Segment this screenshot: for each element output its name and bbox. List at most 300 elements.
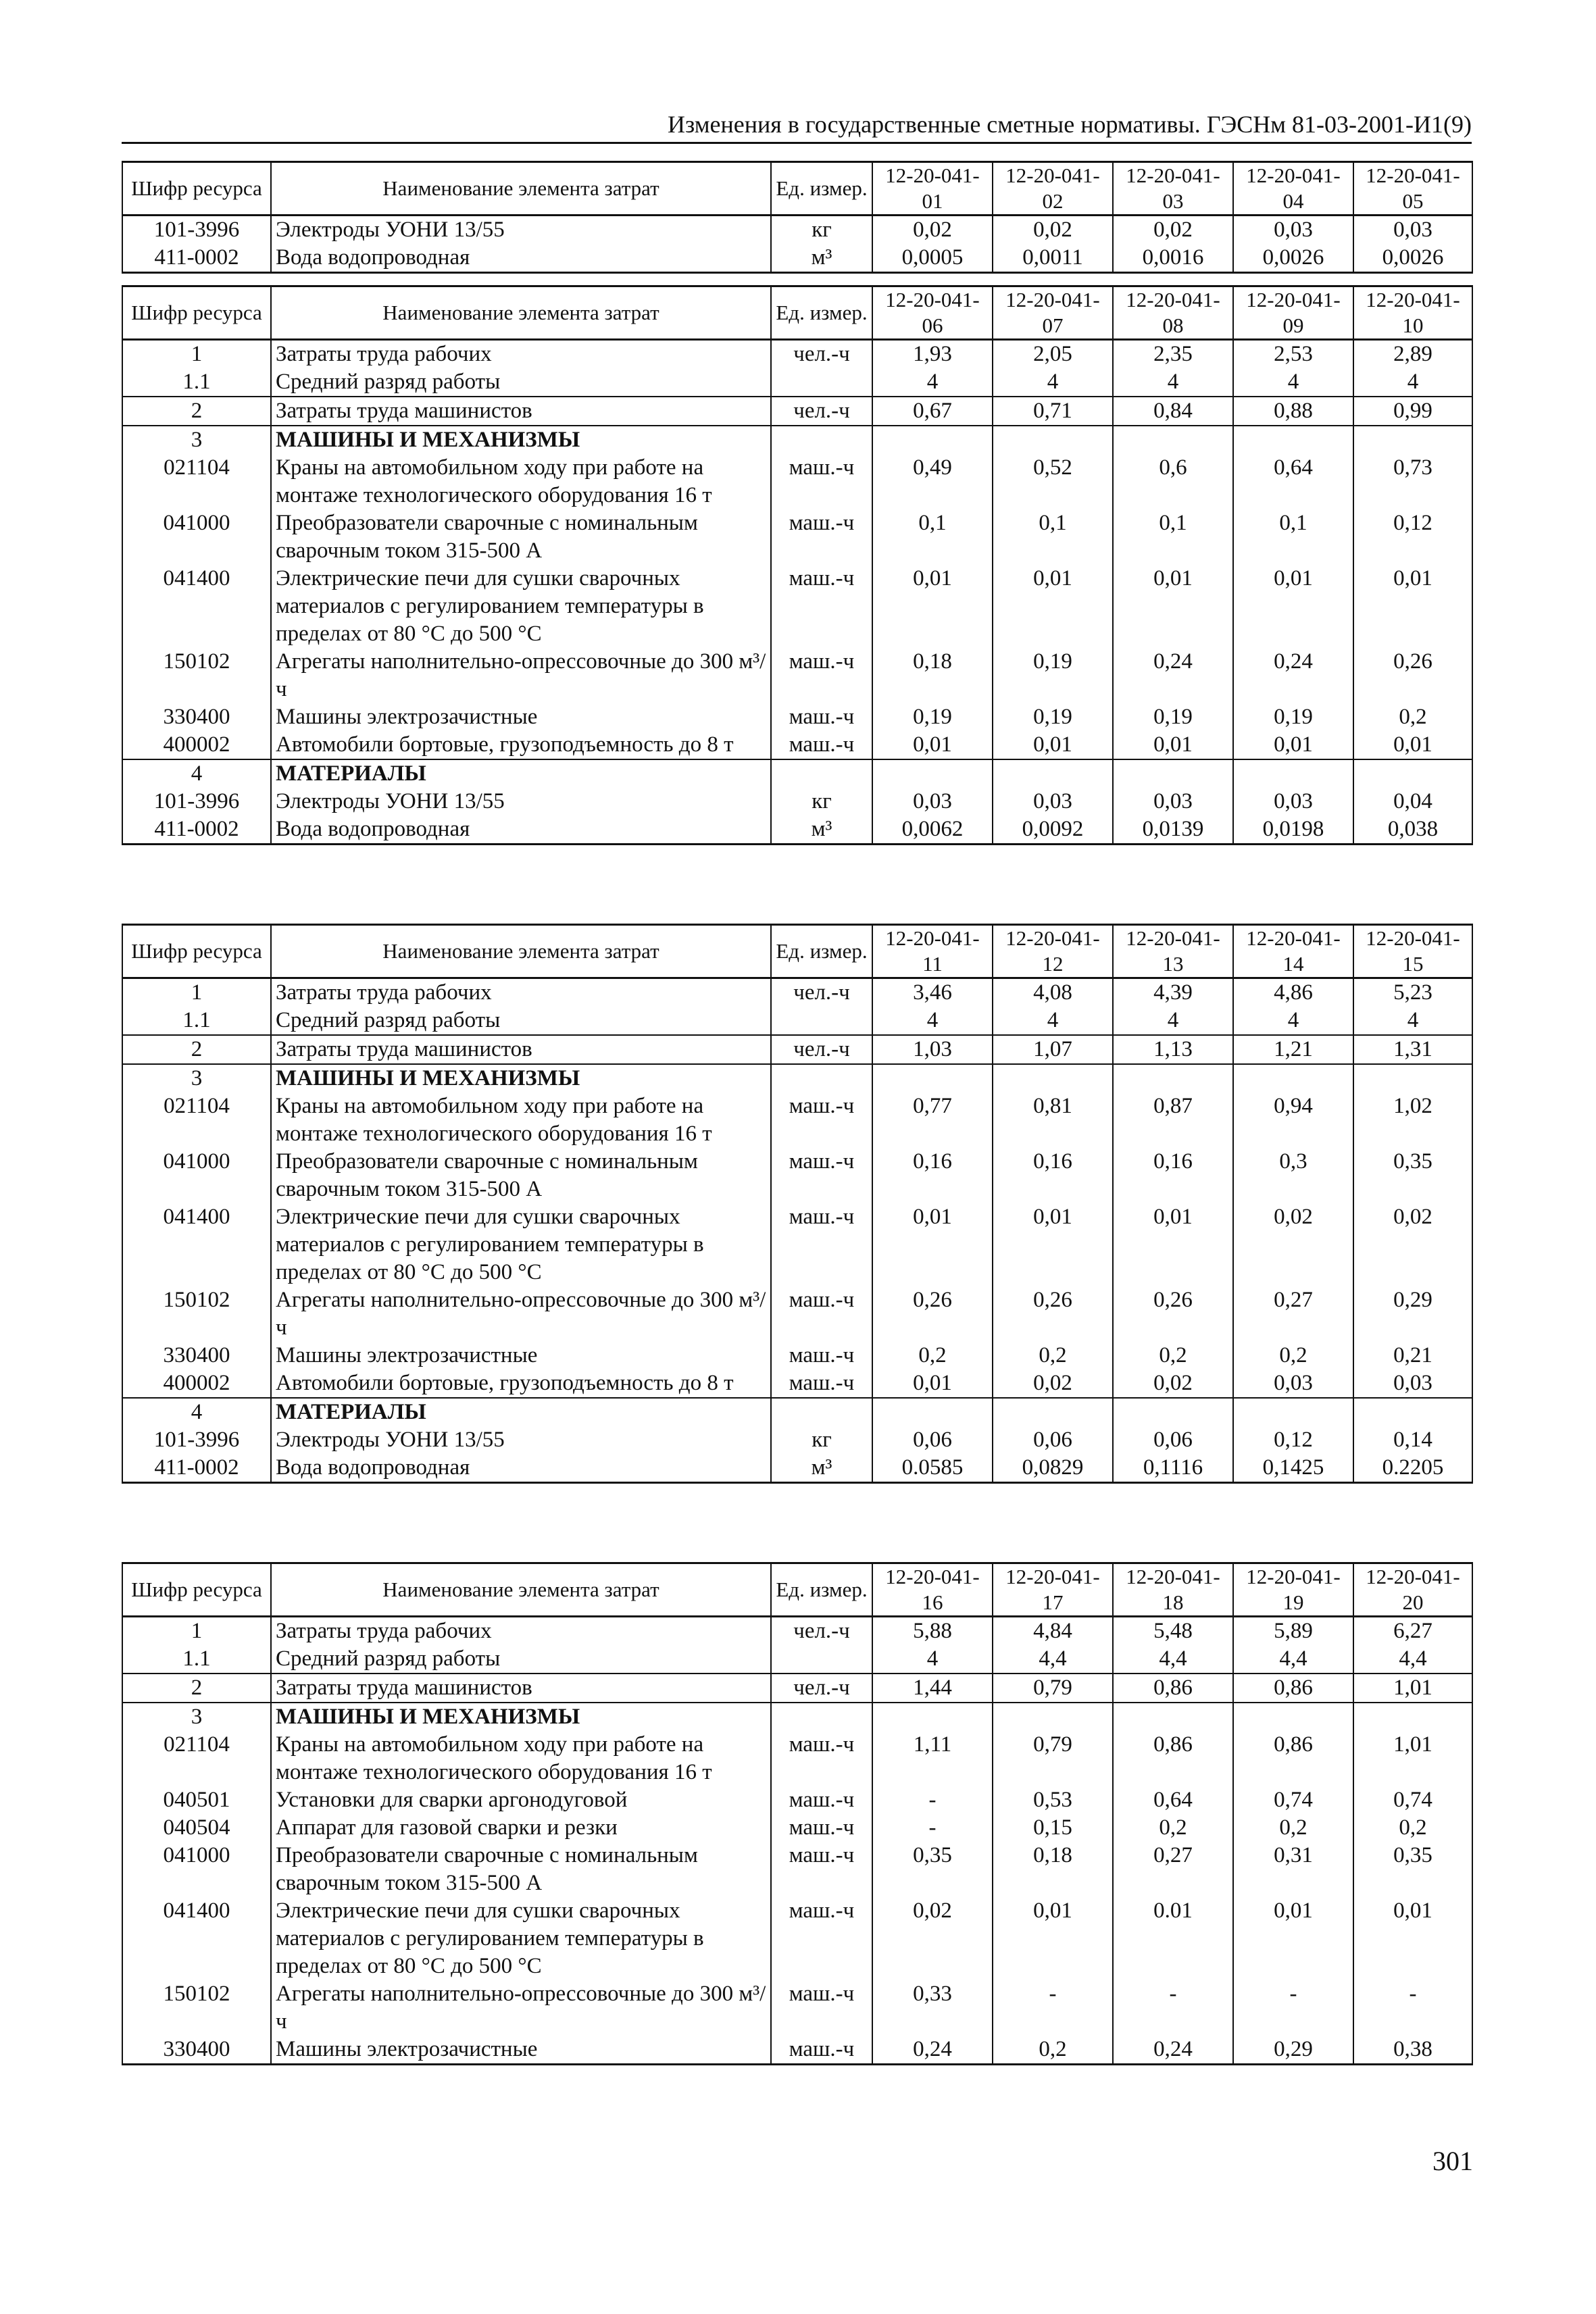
row-value: 0,02	[993, 1369, 1113, 1398]
row-value: 0,01	[1353, 731, 1472, 759]
row-code: 2	[122, 1674, 271, 1703]
row-value: 0,03	[993, 788, 1113, 815]
row-unit: маш.-ч	[771, 454, 872, 509]
row-name: Машины электрозачистные	[271, 2036, 771, 2065]
header-unit: Ед. измер.	[771, 286, 872, 340]
row-name: Вода водопроводная	[271, 815, 771, 845]
row-value	[872, 1064, 993, 1092]
row-value: 2,05	[993, 340, 1113, 369]
row-value: 0,67	[872, 397, 993, 426]
table-row	[122, 426, 1472, 454]
row-value: 0,86	[1233, 1731, 1353, 1786]
row-value: 0,16	[1113, 1148, 1233, 1203]
row-name: Краны на автомобильном ходу при работе на монтаже технологического оборудования 16 т	[271, 454, 771, 509]
row-value: 0,1	[993, 509, 1113, 565]
row-value: 1,11	[872, 1731, 993, 1786]
row-value: 0,94	[1233, 1092, 1353, 1148]
row-value: 6,27	[1353, 1617, 1472, 1646]
row-value: 0,0026	[1353, 244, 1472, 273]
norm-table	[122, 924, 1473, 1484]
row-value: 4,4	[993, 1645, 1113, 1674]
row-code: 101-3996	[122, 788, 271, 815]
row-value: 0,01	[872, 731, 993, 759]
row-value: 0,0005	[872, 244, 993, 273]
header-norm-code: 12-20-041-18	[1113, 1563, 1233, 1617]
row-unit: маш.-ч	[771, 2036, 872, 2065]
row-value: 0,26	[993, 1286, 1113, 1342]
row-value: 0,01	[1233, 1897, 1353, 1980]
row-value: 0,0829	[993, 1454, 1113, 1483]
row-name: Электрические печи для сушки сварочных материалов с регулированием температуры в пределах от 80 °С до 500 °С	[271, 1897, 771, 1980]
row-value	[1113, 1064, 1233, 1092]
row-value: 1,02	[1353, 1092, 1472, 1148]
row-name: МАТЕРИАЛЫ	[271, 759, 771, 788]
row-unit	[771, 368, 872, 397]
row-code: 150102	[122, 1980, 271, 2036]
row-value: 0,19	[993, 648, 1113, 703]
row-code: 041400	[122, 1203, 271, 1286]
row-value	[1353, 759, 1472, 788]
header-norm-code: 12-20-041-12	[993, 925, 1113, 978]
row-unit: маш.-ч	[771, 1148, 872, 1203]
table-row	[122, 1007, 1472, 1035]
row-name: Аппарат для газовой сварки и резки	[271, 1814, 771, 1842]
row-name: Преобразователи сварочные с номинальным сварочным током 315-500 А	[271, 509, 771, 565]
row-value: 0,0092	[993, 815, 1113, 845]
row-value: 0,18	[993, 1842, 1113, 1897]
row-value: 0,6	[1113, 454, 1233, 509]
row-value: 4	[1353, 368, 1472, 397]
row-name: Затраты труда рабочих	[271, 1617, 771, 1646]
row-code: 040504	[122, 1814, 271, 1842]
table-row	[122, 815, 1472, 845]
row-code: 041000	[122, 1842, 271, 1897]
row-value	[872, 426, 993, 454]
row-value: 0,0026	[1233, 244, 1353, 273]
header-norm-code: 12-20-041-19	[1233, 1563, 1353, 1617]
row-value	[993, 1398, 1113, 1426]
row-unit: маш.-ч	[771, 1342, 872, 1369]
row-code: 1	[122, 340, 271, 369]
row-unit	[771, 1064, 872, 1092]
header-code: Шифр ресурса	[122, 286, 271, 340]
row-code: 041400	[122, 565, 271, 648]
row-value: 0,1	[1233, 509, 1353, 565]
row-value	[872, 759, 993, 788]
header-name: Наименование элемента затрат	[271, 162, 771, 216]
norm-table	[122, 161, 1473, 274]
row-value: 0,03	[1113, 788, 1233, 815]
row-name: Электроды УОНИ 13/55	[271, 1426, 771, 1454]
table-row	[122, 978, 1472, 1007]
row-value: 2,89	[1353, 340, 1472, 369]
row-unit: маш.-ч	[771, 1203, 872, 1286]
row-value: 4,08	[993, 978, 1113, 1007]
row-value: -	[872, 1814, 993, 1842]
row-value: 2,53	[1233, 340, 1353, 369]
row-value: 0,02	[872, 216, 993, 245]
table-row	[122, 1092, 1472, 1148]
table-header-row	[122, 162, 1472, 216]
row-code: 021104	[122, 454, 271, 509]
row-value	[1353, 426, 1472, 454]
row-value: 1,31	[1353, 1035, 1472, 1064]
row-name: Установки для сварки аргонодуговой	[271, 1786, 771, 1814]
row-code: 101-3996	[122, 1426, 271, 1454]
header-norm-code: 12-20-041-13	[1113, 925, 1233, 978]
row-value: 0,84	[1113, 397, 1233, 426]
row-value: 0,81	[993, 1092, 1113, 1148]
row-value: 1,01	[1353, 1674, 1472, 1703]
table-row	[122, 1814, 1472, 1842]
row-value: 0,03	[1353, 1369, 1472, 1398]
row-name: Затраты труда машинистов	[271, 397, 771, 426]
row-unit: маш.-ч	[771, 1897, 872, 1980]
row-value: 4,4	[1113, 1645, 1233, 1674]
header-norm-code: 12-20-041-04	[1233, 162, 1353, 216]
row-value	[993, 759, 1113, 788]
row-value: 0,19	[1233, 703, 1353, 731]
row-value: 5,88	[872, 1617, 993, 1646]
header-norm-code: 12-20-041-03	[1113, 162, 1233, 216]
row-code: 1	[122, 1617, 271, 1646]
table-row	[122, 1203, 1472, 1286]
row-value: 0,038	[1353, 815, 1472, 845]
header-norm-code: 12-20-041-16	[872, 1563, 993, 1617]
row-value: 0,73	[1353, 454, 1472, 509]
row-value	[993, 1703, 1113, 1731]
row-value: 1,21	[1233, 1035, 1353, 1064]
row-value: 0,03	[872, 788, 993, 815]
row-value: 4,39	[1113, 978, 1233, 1007]
row-unit: кг	[771, 788, 872, 815]
row-value: 0,03	[1233, 216, 1353, 245]
row-value: 0,16	[872, 1148, 993, 1203]
row-value: 0,12	[1233, 1426, 1353, 1454]
row-value: 0,01	[1233, 731, 1353, 759]
page-number: 301	[1432, 2146, 1473, 2176]
header-norm-code: 12-20-041-08	[1113, 286, 1233, 340]
row-value: 0,79	[993, 1731, 1113, 1786]
table-row	[122, 1426, 1472, 1454]
row-value: 0,79	[993, 1674, 1113, 1703]
row-value: -	[1353, 1980, 1472, 2036]
row-value: 0,1116	[1113, 1454, 1233, 1483]
row-code: 150102	[122, 648, 271, 703]
row-value: 1,03	[872, 1035, 993, 1064]
row-code: 041000	[122, 509, 271, 565]
row-value: 0,01	[993, 1897, 1113, 1980]
row-code: 330400	[122, 703, 271, 731]
row-value: 0,0062	[872, 815, 993, 845]
row-value: 0,2	[1233, 1814, 1353, 1842]
row-value: 0,86	[1113, 1674, 1233, 1703]
row-value: 0,49	[872, 454, 993, 509]
row-unit	[771, 1645, 872, 1674]
row-name: Автомобили бортовые, грузоподъемность до 8 т	[271, 731, 771, 759]
table-row	[122, 216, 1472, 245]
row-name: МАШИНЫ И МЕХАНИЗМЫ	[271, 426, 771, 454]
row-unit: маш.-ч	[771, 1842, 872, 1897]
row-value: 0,71	[993, 397, 1113, 426]
norm-table	[122, 1562, 1473, 2065]
row-value: 4	[1353, 1007, 1472, 1035]
row-value: 0,01	[872, 565, 993, 648]
row-value	[1233, 1064, 1353, 1092]
row-value: 0,24	[1113, 2036, 1233, 2065]
table-row	[122, 1674, 1472, 1703]
table-row	[122, 1398, 1472, 1426]
row-value: 0,18	[872, 648, 993, 703]
row-code: 411-0002	[122, 815, 271, 845]
row-value	[1233, 1703, 1353, 1731]
row-name: МАШИНЫ И МЕХАНИЗМЫ	[271, 1064, 771, 1092]
table-row	[122, 703, 1472, 731]
row-unit: чел.-ч	[771, 340, 872, 369]
row-value: 0,14	[1353, 1426, 1472, 1454]
row-value: 0,01	[1113, 731, 1233, 759]
row-value: 0,01	[993, 565, 1113, 648]
row-value: 0,02	[1353, 1203, 1472, 1286]
table-row	[122, 1286, 1472, 1342]
row-value: 0,35	[872, 1842, 993, 1897]
row-name: Электроды УОНИ 13/55	[271, 216, 771, 245]
row-value	[1353, 1703, 1472, 1731]
row-value: 0,01	[1113, 565, 1233, 648]
row-value: 0.0585	[872, 1454, 993, 1483]
row-unit: кг	[771, 1426, 872, 1454]
header-norm-code: 12-20-041-20	[1353, 1563, 1472, 1617]
row-value: 0,15	[993, 1814, 1113, 1842]
row-value	[1113, 759, 1233, 788]
table-row	[122, 1980, 1472, 2036]
row-value: 0,35	[1353, 1842, 1472, 1897]
row-value: 0,01	[1353, 1897, 1472, 1980]
table-row	[122, 1897, 1472, 1980]
row-unit	[771, 1007, 872, 1035]
row-value: 0,2	[993, 2036, 1113, 2065]
row-value: 0,24	[1233, 648, 1353, 703]
row-value: 4	[993, 368, 1113, 397]
row-unit: маш.-ч	[771, 1980, 872, 2036]
row-value: 0,1	[1113, 509, 1233, 565]
row-code: 2	[122, 1035, 271, 1064]
row-unit: чел.-ч	[771, 1035, 872, 1064]
row-name: Электрические печи для сушки сварочных материалов с регулированием температуры в пределах от 80 °С до 500 °С	[271, 565, 771, 648]
row-value: 0,26	[1353, 648, 1472, 703]
row-value: 0,31	[1233, 1842, 1353, 1897]
row-value: 0,77	[872, 1092, 993, 1148]
row-code: 041000	[122, 1148, 271, 1203]
row-value: 0,99	[1353, 397, 1472, 426]
row-name: Краны на автомобильном ходу при работе на монтаже технологического оборудования 16 т	[271, 1092, 771, 1148]
row-value: 0,02	[993, 216, 1113, 245]
row-code: 400002	[122, 1369, 271, 1398]
row-value: 4	[1113, 368, 1233, 397]
row-unit: м³	[771, 244, 872, 273]
row-value: 0.2205	[1353, 1454, 1472, 1483]
row-value: 0,01	[872, 1369, 993, 1398]
row-name: Средний разряд работы	[271, 1007, 771, 1035]
row-code: 411-0002	[122, 244, 271, 273]
row-value: 0,12	[1353, 509, 1472, 565]
row-unit: м³	[771, 1454, 872, 1483]
row-code: 041400	[122, 1897, 271, 1980]
row-name: Вода водопроводная	[271, 244, 771, 273]
row-unit: маш.-ч	[771, 1092, 872, 1148]
table-row	[122, 244, 1472, 273]
row-unit: маш.-ч	[771, 1369, 872, 1398]
header-code: Шифр ресурса	[122, 162, 271, 216]
row-value: 0,02	[1113, 216, 1233, 245]
table-row	[122, 509, 1472, 565]
row-unit: чел.-ч	[771, 978, 872, 1007]
row-value	[1353, 1064, 1472, 1092]
row-value: 0,35	[1353, 1148, 1472, 1203]
row-value: 0,86	[1233, 1674, 1353, 1703]
row-value	[1233, 1398, 1353, 1426]
row-value: 0,1	[872, 509, 993, 565]
row-value: 0,03	[1353, 216, 1472, 245]
row-value: 4	[1233, 368, 1353, 397]
row-value: 0,0011	[993, 244, 1113, 273]
row-value: 4,86	[1233, 978, 1353, 1007]
row-value: 0,24	[872, 2036, 993, 2065]
row-value: 0,74	[1233, 1786, 1353, 1814]
row-value: 1,13	[1113, 1035, 1233, 1064]
row-value: 0,88	[1233, 397, 1353, 426]
row-unit: м³	[771, 815, 872, 845]
table-row	[122, 1342, 1472, 1369]
row-value: 1,44	[872, 1674, 993, 1703]
row-value: 0,26	[872, 1286, 993, 1342]
row-code: 3	[122, 1703, 271, 1731]
row-value: 0,21	[1353, 1342, 1472, 1369]
row-value: 0,01	[872, 1203, 993, 1286]
row-unit	[771, 1703, 872, 1731]
row-name: Затраты труда рабочих	[271, 340, 771, 369]
row-value	[1353, 1398, 1472, 1426]
row-code: 3	[122, 1064, 271, 1092]
row-code: 2	[122, 397, 271, 426]
row-name: Электрические печи для сушки сварочных материалов с регулированием температуры в пределах от 80 °С до 500 °С	[271, 1203, 771, 1286]
row-value: 0,38	[1353, 2036, 1472, 2065]
row-value: -	[993, 1980, 1113, 2036]
table-row	[122, 788, 1472, 815]
table-row	[122, 1617, 1472, 1646]
row-value: 0,29	[1353, 1286, 1472, 1342]
row-unit: чел.-ч	[771, 1674, 872, 1703]
row-value: 0,0198	[1233, 815, 1353, 845]
header-name: Наименование элемента затрат	[271, 1563, 771, 1617]
row-code: 040501	[122, 1786, 271, 1814]
row-unit: маш.-ч	[771, 1814, 872, 1842]
header-unit: Ед. измер.	[771, 925, 872, 978]
row-name: Краны на автомобильном ходу при работе на монтаже технологического оборудования 16 т	[271, 1731, 771, 1786]
row-name: Агрегаты наполнительно-опрессовочные до 300 м³/ч	[271, 648, 771, 703]
row-value: 0,19	[993, 703, 1113, 731]
row-value	[993, 426, 1113, 454]
row-value: 0.01	[1113, 1897, 1233, 1980]
table-row	[122, 759, 1472, 788]
header-code: Шифр ресурса	[122, 925, 271, 978]
row-value	[1233, 426, 1353, 454]
header-norm-code: 12-20-041-02	[993, 162, 1113, 216]
row-value: 0,2	[872, 1342, 993, 1369]
row-value: 0,02	[1233, 1203, 1353, 1286]
row-unit: чел.-ч	[771, 1617, 872, 1646]
row-unit: маш.-ч	[771, 731, 872, 759]
table-row	[122, 397, 1472, 426]
header-norm-code: 12-20-041-17	[993, 1563, 1113, 1617]
row-unit: кг	[771, 216, 872, 245]
row-value: 4	[872, 368, 993, 397]
row-name: Машины электрозачистные	[271, 703, 771, 731]
row-value: 4,4	[1353, 1645, 1472, 1674]
row-value: 0,1425	[1233, 1454, 1353, 1483]
row-value: 5,23	[1353, 978, 1472, 1007]
table-row	[122, 1064, 1472, 1092]
table-row	[122, 340, 1472, 369]
row-code: 150102	[122, 1286, 271, 1342]
row-value: 0,74	[1353, 1786, 1472, 1814]
row-name: Агрегаты наполнительно-опрессовочные до 300 м³/ч	[271, 1980, 771, 2036]
row-value: 0,52	[993, 454, 1113, 509]
table-row	[122, 454, 1472, 509]
row-code: 1.1	[122, 368, 271, 397]
row-value: 0,2	[1113, 1342, 1233, 1369]
header-norm-code: 12-20-041-14	[1233, 925, 1353, 978]
row-code: 330400	[122, 1342, 271, 1369]
row-value: 0,27	[1233, 1286, 1353, 1342]
header-unit: Ед. измер.	[771, 1563, 872, 1617]
header-name: Наименование элемента затрат	[271, 925, 771, 978]
table-row	[122, 2036, 1472, 2065]
table-header-row	[122, 925, 1472, 978]
header-name: Наименование элемента затрат	[271, 286, 771, 340]
table-row	[122, 731, 1472, 759]
row-code: 101-3996	[122, 216, 271, 245]
row-code: 1.1	[122, 1007, 271, 1035]
row-code: 330400	[122, 2036, 271, 2065]
row-name: Затраты труда машинистов	[271, 1674, 771, 1703]
norm-table	[122, 285, 1473, 845]
header-norm-code: 12-20-041-15	[1353, 925, 1472, 978]
row-code: 400002	[122, 731, 271, 759]
row-value: 0,06	[1113, 1426, 1233, 1454]
row-value: 0,04	[1353, 788, 1472, 815]
row-value: 0,03	[1233, 788, 1353, 815]
row-name: Автомобили бортовые, грузоподъемность до 8 т	[271, 1369, 771, 1398]
row-value	[872, 1703, 993, 1731]
row-value: 0,19	[872, 703, 993, 731]
row-value: 0,01	[1353, 565, 1472, 648]
row-unit: маш.-ч	[771, 509, 872, 565]
header-norm-code: 12-20-041-06	[872, 286, 993, 340]
table-row	[122, 1731, 1472, 1786]
row-value: 4,84	[993, 1617, 1113, 1646]
row-value: 1,07	[993, 1035, 1113, 1064]
table-row	[122, 1842, 1472, 1897]
row-name: Затраты труда рабочих	[271, 978, 771, 1007]
table-row	[122, 1703, 1472, 1731]
running-header: Изменения в государственные сметные нормативы. ГЭСНм 81-03-2001-И1(9)	[122, 109, 1472, 144]
row-value: 4	[1233, 1007, 1353, 1035]
row-value: 0,2	[1113, 1814, 1233, 1842]
row-code: 4	[122, 1398, 271, 1426]
row-value	[993, 1064, 1113, 1092]
row-code: 1	[122, 978, 271, 1007]
